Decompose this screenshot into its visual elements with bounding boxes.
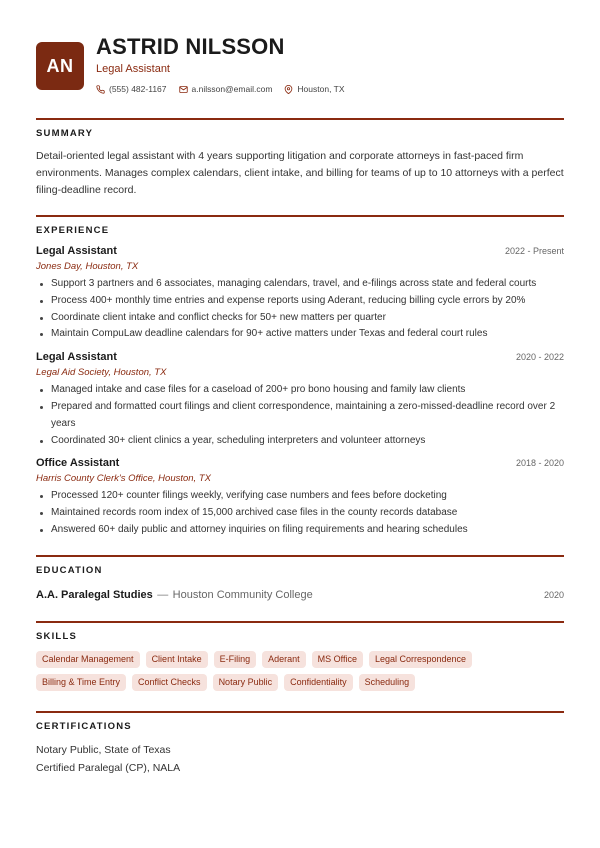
- skill-chip: E-Filing: [214, 651, 257, 668]
- job-entry: [36, 351, 564, 449]
- certification-item: Notary Public, State of Texas: [36, 743, 171, 756]
- education-entry: [36, 585, 564, 621]
- job-company: Jones Day, Houston, TX: [36, 261, 139, 272]
- bullet-item: Processed 120+ counter filings weekly, verifying case numbers and fees before docketing: [36, 488, 564, 505]
- contact-email[interactable]: [179, 84, 273, 94]
- bullet-item: Coordinated 30+ client clinics a year, scheduling interpreters and volunteer attorneys: [36, 433, 564, 450]
- contact-phone[interactable]: [96, 84, 167, 94]
- job-title: Legal Assistant: [36, 245, 117, 257]
- bullet-item: Support 3 partners and 6 associates, managing calendars, travel, and e-filings across state and federal courts: [36, 276, 564, 293]
- email-text: a.nilsson@email.com: [191, 84, 273, 94]
- job-dates: 2018 - 2020: [515, 458, 564, 469]
- job-bullets: [36, 488, 564, 538]
- education-section: [36, 557, 564, 621]
- bullet-item: Maintain CompuLaw deadline calendars for 90+ active matters under Texas and federal court rules: [36, 326, 564, 343]
- contact-row: [96, 84, 345, 94]
- job-company: Legal Aid Society, Houston, TX: [36, 367, 167, 379]
- summary-section: [36, 120, 564, 215]
- education-separator: —: [157, 588, 169, 601]
- job-bullets: [36, 382, 564, 449]
- section-title-skills: SKILLS: [36, 630, 77, 642]
- phone-icon: [96, 85, 105, 94]
- certification-item: Certified Paralegal (CP), NALA: [36, 761, 181, 774]
- bullet-item: Prepared and formatted court filings and client correspondence, maintaining a zero-missed-deadline record over 2 years: [36, 399, 564, 433]
- phone-text: (555) 482-1167: [109, 84, 167, 94]
- skill-chip: Notary Public: [213, 674, 279, 691]
- map-pin-icon: [284, 85, 293, 94]
- job-title: Office Assistant: [36, 457, 120, 470]
- job-dates: 2022 - Present: [504, 246, 564, 256]
- location-text: Houston, TX: [297, 84, 345, 94]
- avatar: AN: [36, 42, 84, 90]
- section-title-summary: SUMMARY: [36, 128, 94, 139]
- skill-chip: Conflict Checks: [132, 674, 207, 691]
- bullet-item: Process 400+ monthly time entries and expense reports using Aderant, reducing billing cycle errors by 20%: [36, 293, 564, 310]
- job-dates: 2020 - 2022: [515, 352, 564, 363]
- job-title: Legal Assistant: [36, 351, 117, 364]
- experience-section: [36, 217, 564, 539]
- skill-chip: Legal Correspondence: [369, 651, 472, 668]
- bullet-item: Answered 60+ daily public and attorney inquiries on filing requirements and hearing schedules: [36, 522, 564, 539]
- job-bullets: [36, 276, 564, 343]
- job-entry: [36, 457, 564, 538]
- skill-chip: Scheduling: [359, 674, 416, 691]
- bullet-item: Managed intake and case files for a caseload of 200+ pro bono housing and family law clients: [36, 382, 564, 399]
- certifications-section: [36, 713, 564, 777]
- bullet-item: Coordinate client intake and conflict checks for 50+ new matters per quarter: [36, 310, 564, 327]
- skill-chip: MS Office: [312, 651, 363, 668]
- mail-icon: [179, 85, 188, 94]
- job-entry: [36, 245, 564, 343]
- skill-chip: Client Intake: [146, 651, 208, 668]
- skill-chip: Confidentiality: [284, 674, 353, 691]
- section-title-education: EDUCATION: [36, 564, 103, 576]
- job-company: Harris County Clerk's Office, Houston, TX: [36, 473, 211, 485]
- section-title-experience: EXPERIENCE: [36, 225, 110, 236]
- skills-section: [36, 623, 564, 711]
- summary-text: Detail-oriented legal assistant with 4 years supporting litigation and corporate attorneys in fast-paced firm environments. Manages complex calendars, client intake, and billing for teams of up to 10 attorneys with a perfect filing-deadline record.: [36, 150, 564, 196]
- education-year: 2020: [543, 589, 564, 600]
- section-title-certifications: CERTIFICATIONS: [36, 720, 132, 732]
- resume-header: [36, 0, 564, 118]
- contact-location: [284, 84, 344, 94]
- bullet-item: Maintained records room index of 15,000 archived case files in the county records database: [36, 505, 564, 522]
- candidate-name: ASTRID NILSSON: [96, 34, 285, 59]
- education-degree: A.A. Paralegal Studies: [36, 588, 153, 601]
- skill-chip: Billing & Time Entry: [36, 674, 126, 691]
- skills-list: [36, 651, 506, 711]
- skill-chip: Aderant: [262, 651, 306, 668]
- education-school: Houston Community College: [172, 588, 313, 601]
- candidate-role: Legal Assistant: [96, 63, 170, 75]
- skill-chip: Calendar Management: [36, 651, 140, 668]
